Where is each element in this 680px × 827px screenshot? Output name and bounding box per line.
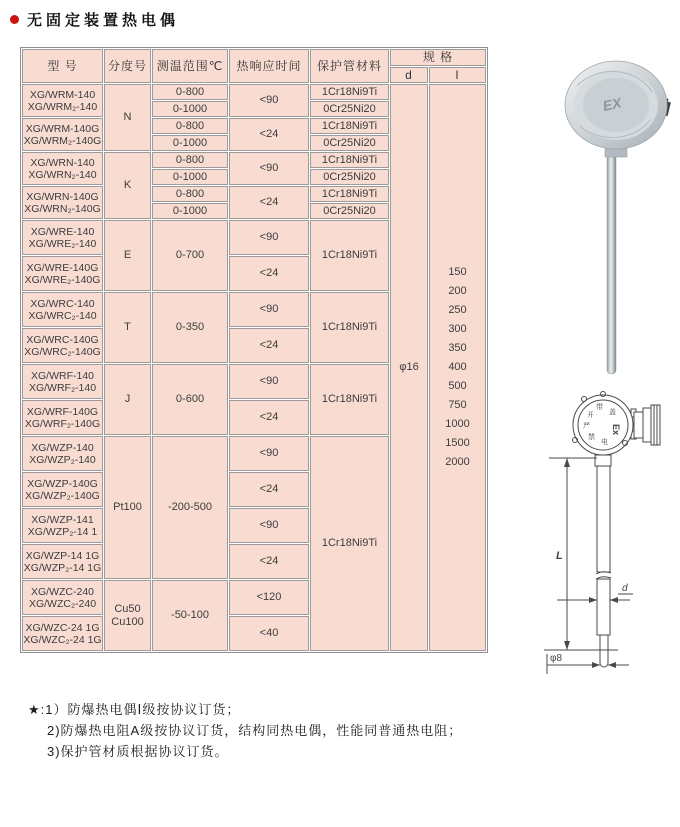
warning-char: 禁: [588, 434, 595, 441]
cell-graduation: Cu50 Cu100: [104, 580, 151, 651]
cell-range: 0-1000: [152, 169, 228, 185]
cell-material: 1Cr18Ni9Ti: [310, 220, 389, 291]
cell-range: 0-800: [152, 118, 228, 134]
cell-response: <24: [229, 118, 309, 151]
cell-material: 1Cr18Ni9Ti: [310, 436, 389, 651]
cell-range: 0-700: [152, 220, 228, 291]
cell-model: XG/WRF-140G XG/WRF₂-140G: [22, 400, 103, 435]
table-row: [22, 84, 486, 100]
cell-material: 0Cr25Ni20: [310, 169, 389, 185]
cell-material: 1Cr18Ni9Ti: [310, 152, 389, 168]
head-outline: [573, 395, 633, 455]
warning-char: 带: [596, 404, 603, 411]
thermocouple-drawing: [537, 378, 680, 713]
cell-range: 0-1000: [152, 203, 228, 219]
cell-response: <24: [229, 328, 309, 363]
cell-response: <90: [229, 292, 309, 327]
cell-model: XG/WZP-141 XG/WZP₂-14 1: [22, 508, 103, 543]
warning-char: 开: [587, 412, 594, 419]
cell-response: <90: [229, 152, 309, 185]
cell-model: XG/WRE-140G XG/WRE₂-140G: [22, 256, 103, 291]
cell-material: 1Cr18Ni9Ti: [310, 118, 389, 134]
warning-char: 盖: [609, 409, 616, 416]
cell-response: <90: [229, 508, 309, 543]
warning-char: 电: [601, 439, 608, 446]
cell-material: 0Cr25Ni20: [310, 101, 389, 117]
cell-range: 0-800: [152, 84, 228, 100]
col-header-spec: 规 格: [390, 49, 486, 66]
cell-response: <24: [229, 256, 309, 291]
cell-response: <120: [229, 580, 309, 615]
spec-table: [20, 47, 488, 653]
cell-material: 1Cr18Ni9Ti: [310, 292, 389, 363]
cell-response: <90: [229, 364, 309, 399]
cell-material: 1Cr18Ni9Ti: [310, 364, 389, 435]
cell-range: 0-350: [152, 292, 228, 363]
cell-response: <24: [229, 472, 309, 507]
cell-graduation: T: [104, 292, 151, 363]
connection-head: [565, 61, 673, 157]
cell-model: XG/WRF-140 XG/WRF₂-140: [22, 364, 103, 399]
cell-response: <24: [229, 186, 309, 219]
cell-graduation: Pt100: [104, 436, 151, 579]
cell-model: XG/WRM-140 XG/WRM₂-140: [22, 84, 103, 117]
ex-marking: Ex: [611, 424, 621, 436]
col-header-material: 保护管材料: [310, 49, 389, 83]
cell-response: <90: [229, 436, 309, 471]
cell-range: 0-1000: [152, 101, 228, 117]
col-header-response: 热响应时间: [229, 49, 309, 83]
length-options: 150 200 250 300 350 400 500 750 1000 1500 2000: [445, 266, 470, 468]
cell-spec-d: φ16: [390, 84, 428, 651]
cell-model: XG/WZC-240 XG/WZC₂-240: [22, 580, 103, 615]
thermocouple-photo: [540, 52, 680, 382]
col-header-range: 测温范围℃: [152, 49, 228, 83]
footnote-line: ★:1）防爆热电偶Ⅰ级按协议订货；: [28, 702, 241, 717]
probe-rod: [607, 152, 616, 374]
col-header-model: 型 号: [22, 49, 103, 83]
cell-response: <40: [229, 616, 309, 651]
cell-range: 0-1000: [152, 135, 228, 151]
cell-graduation: K: [104, 152, 151, 219]
cell-material: 1Cr18Ni9Ti: [310, 186, 389, 202]
cell-range: 0-600: [152, 364, 228, 435]
cell-range: 0-800: [152, 186, 228, 202]
footnote-line: 3)保护管材质根据协议订货。: [47, 744, 229, 759]
cell-model: XG/WRM-140G XG/WRM₂-140G: [22, 118, 103, 151]
dim-label-dia: φ8: [550, 653, 563, 664]
footnote-line: 2)防爆热电阻A级按协议订货，结构同热电偶，性能同普通热电阻；: [47, 723, 463, 738]
cell-range: -200-500: [152, 436, 228, 579]
cell-model: XG/WRC-140G XG/WRC₂-140G: [22, 328, 103, 363]
page-title: 无固定装置热电偶: [27, 12, 180, 29]
cell-model: XG/WRE-140 XG/WRE₂-140: [22, 220, 103, 255]
col-header-graduation: 分度号: [104, 49, 151, 83]
cell-material: 0Cr25Ni20: [310, 203, 389, 219]
cell-graduation: N: [104, 84, 151, 151]
col-header-d: d: [390, 67, 428, 83]
dim-label-l: L: [556, 550, 563, 562]
cell-model: XG/WZP-140G XG/WZP₂-140G: [22, 472, 103, 507]
cell-response: <24: [229, 400, 309, 435]
cell-response: <90: [229, 220, 309, 255]
cell-material: 0Cr25Ni20: [310, 135, 389, 151]
cell-model: XG/WRN-140 XG/WRN₂-140: [22, 152, 103, 185]
cell-model: XG/WRN-140G XG/WRN₂-140G: [22, 186, 103, 219]
dim-label-d: d: [622, 583, 628, 594]
cell-graduation: E: [104, 220, 151, 291]
warning-char: 严: [583, 423, 590, 430]
header-row: [22, 49, 486, 66]
cell-range: 0-800: [152, 152, 228, 168]
section-title: [10, 9, 179, 30]
cell-model: XG/WZP-140 XG/WZP₂-140: [22, 436, 103, 471]
cell-response: <24: [229, 544, 309, 579]
red-bullet-icon: [10, 15, 19, 24]
col-header-l: l: [429, 67, 486, 83]
ex-marking: EX: [601, 94, 623, 114]
cell-range: -50-100: [152, 580, 228, 651]
cell-spec-l: [429, 84, 486, 651]
cell-graduation: J: [104, 364, 151, 435]
probe-tip: [600, 635, 608, 667]
cell-model: XG/WZP-14 1G XG/WZP₂-14 1G: [22, 544, 103, 579]
cell-model: XG/WZC-24 1G XG/WZC₂-24 1G: [22, 616, 103, 651]
cell-material: 1Cr18Ni9Ti: [310, 84, 389, 100]
footnotes: [28, 699, 462, 762]
cell-model: XG/WRC-140 XG/WRC₂-140: [22, 292, 103, 327]
cell-response: <90: [229, 84, 309, 117]
